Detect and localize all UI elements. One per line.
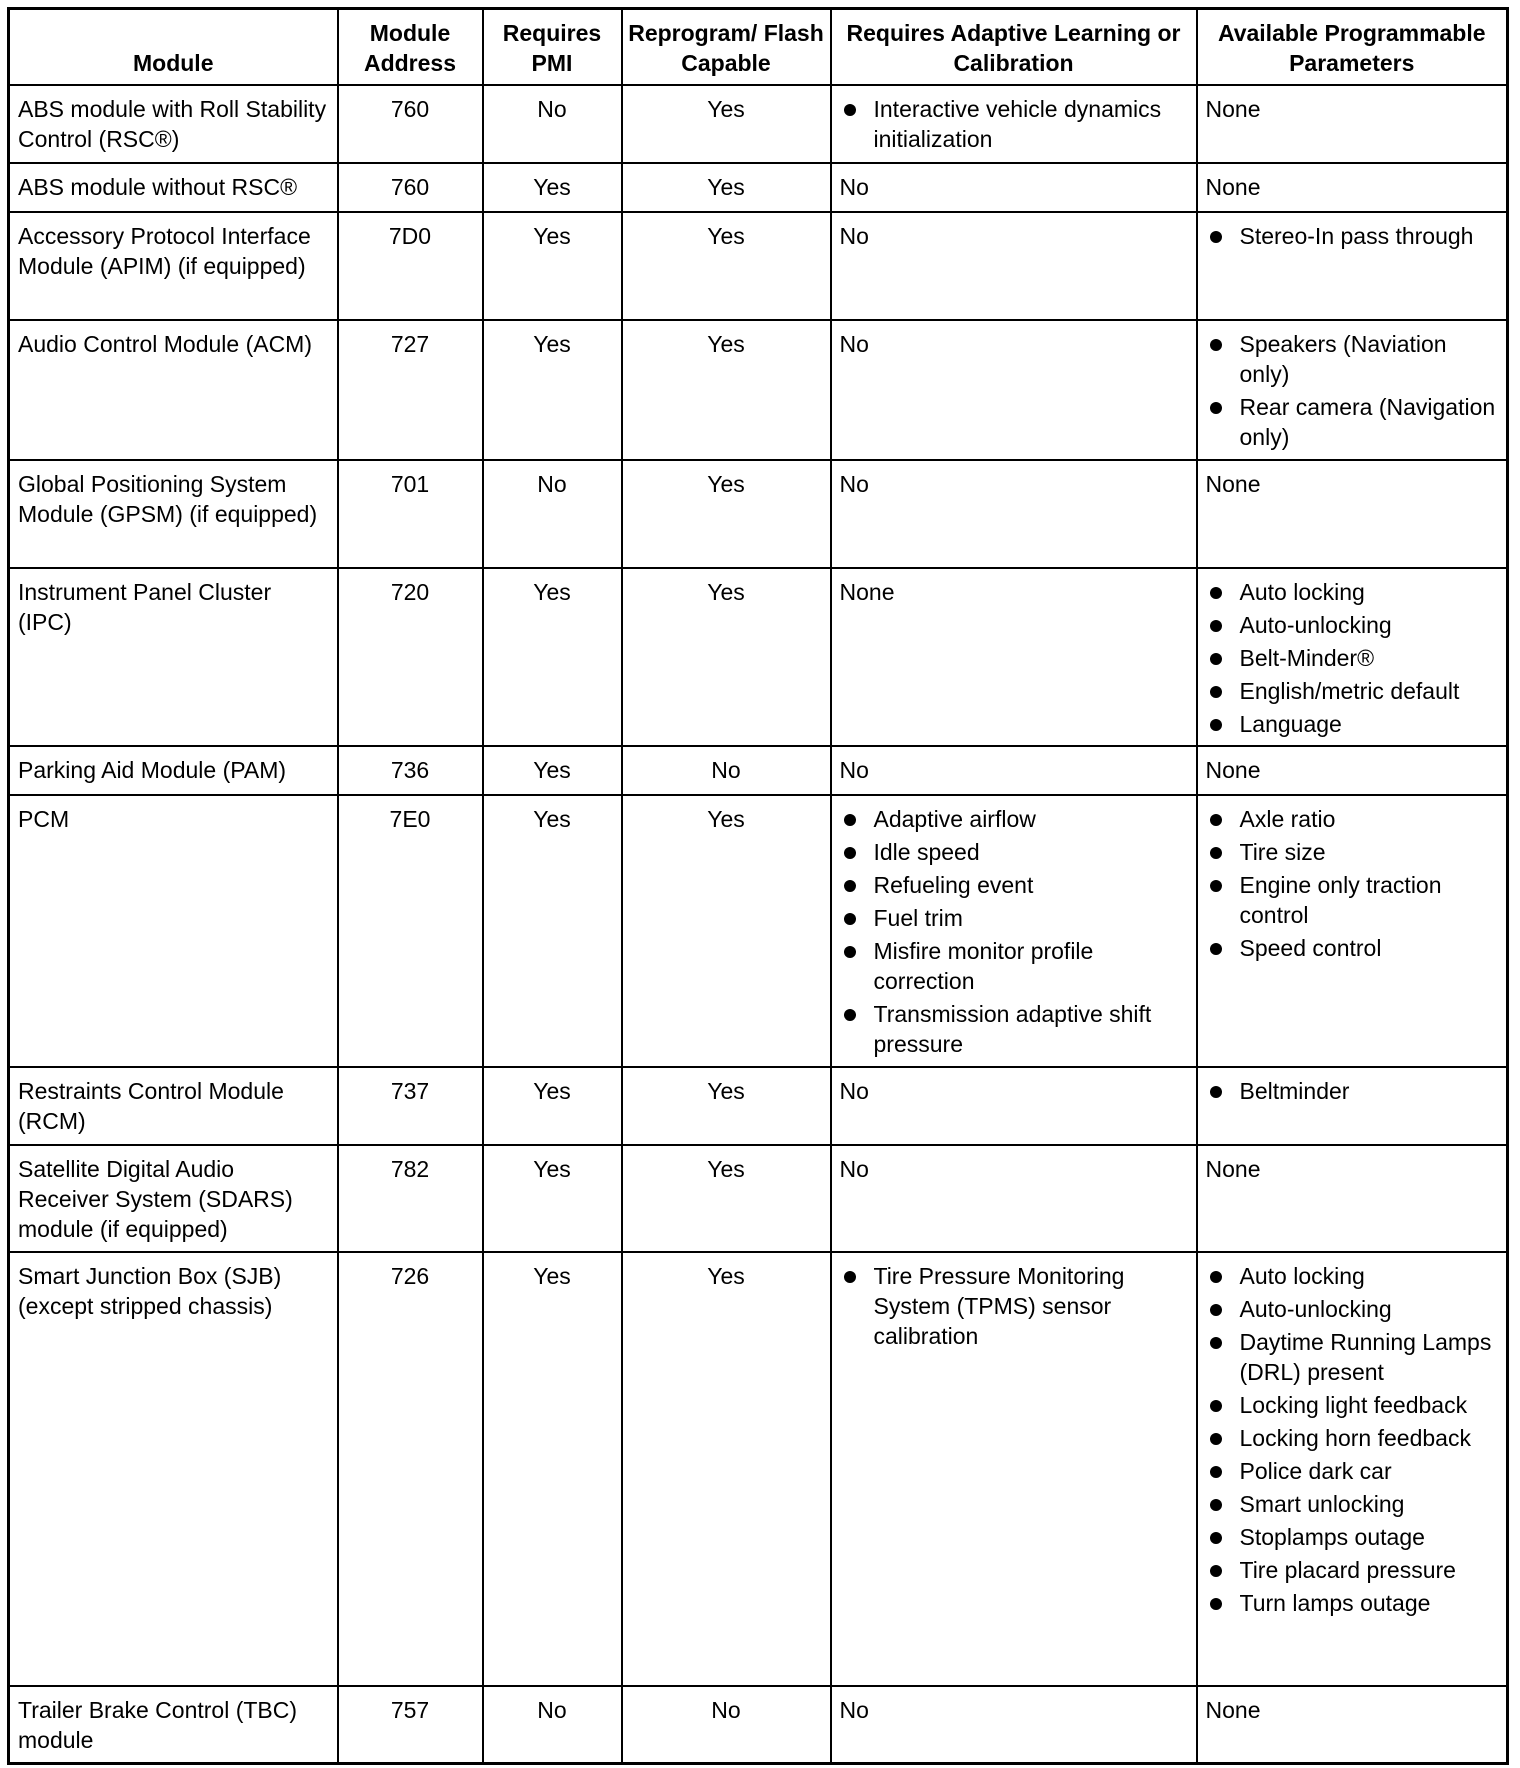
module-name: ABS module without RSC® [9,163,338,212]
table-row [9,1067,1508,1145]
programmable-parameters [1197,320,1508,460]
programmable-parameters-list [1206,1076,1499,1106]
header-address: Module Address [338,9,483,85]
programmable-parameters: None [1197,460,1508,568]
programmable-parameters-list [1206,1261,1499,1618]
adaptive-learning-list [840,1261,1188,1351]
bullet-item: Speakers (Naviation only) [1206,329,1499,389]
bullet-item: Auto locking [1206,1261,1499,1291]
bullet-item: Locking horn feedback [1206,1423,1499,1453]
adaptive-learning [831,1252,1197,1686]
module-address: 701 [338,460,483,568]
bullet-item: Language [1206,709,1499,739]
module-name: ABS module with Roll Stability Control (RSC®) [9,85,338,163]
requires-pmi: Yes [483,163,622,212]
requires-pmi: No [483,85,622,163]
programmable-parameters-list [1206,804,1499,963]
flash-capable: Yes [622,85,831,163]
programmable-parameters: None [1197,85,1508,163]
table-row [9,320,1508,460]
adaptive-learning: No [831,1145,1197,1252]
adaptive-learning-list [840,94,1188,154]
module-address: 760 [338,163,483,212]
bullet-item: Refueling event [840,870,1188,900]
flash-capable: Yes [622,460,831,568]
requires-pmi: Yes [483,1252,622,1686]
bullet-item: Tire size [1206,837,1499,867]
module-address: 737 [338,1067,483,1145]
bullet-item: Stoplamps outage [1206,1522,1499,1552]
flash-capable: Yes [622,1145,831,1252]
programmable-parameters-list [1206,329,1499,452]
requires-pmi: Yes [483,746,622,795]
adaptive-learning: No [831,746,1197,795]
bullet-item: Speed control [1206,933,1499,963]
requires-pmi: Yes [483,795,622,1067]
requires-pmi: Yes [483,568,622,746]
flash-capable: Yes [622,795,831,1067]
header-params: Available Programmable Parameters [1197,9,1508,85]
programmable-parameters-list [1206,221,1499,251]
table-row [9,746,1508,795]
bullet-item: Interactive vehicle dynamics initialization [840,94,1188,154]
flash-capable: No [622,746,831,795]
bullet-item: Locking light feedback [1206,1390,1499,1420]
module-name: Smart Junction Box (SJB) (except stripped chassis) [9,1252,338,1686]
table-row [9,460,1508,568]
bullet-item: Adaptive airflow [840,804,1188,834]
bullet-item: Belt-Minder® [1206,643,1499,673]
requires-pmi: Yes [483,320,622,460]
header-row [9,9,1508,85]
module-address: 757 [338,1686,483,1764]
bullet-item: Turn lamps outage [1206,1588,1499,1618]
bullet-item: English/metric default [1206,676,1499,706]
flash-capable: Yes [622,568,831,746]
flash-capable: Yes [622,1067,831,1145]
requires-pmi: Yes [483,212,622,320]
header-module: Module [9,9,338,85]
table-row [9,212,1508,320]
table-row [9,795,1508,1067]
bullet-item: Tire Pressure Monitoring System (TPMS) sensor calibration [840,1261,1188,1351]
programmable-parameters [1197,1067,1508,1145]
module-name: Accessory Protocol Interface Module (APIM) (if equipped) [9,212,338,320]
module-address: 760 [338,85,483,163]
adaptive-learning-list [840,804,1188,1059]
header-flash: Reprogram/ Flash Capable [622,9,831,85]
adaptive-learning: None [831,568,1197,746]
programmable-parameters: None [1197,746,1508,795]
module-address: 720 [338,568,483,746]
bullet-item: Idle speed [840,837,1188,867]
adaptive-learning: No [831,1686,1197,1764]
module-address: 726 [338,1252,483,1686]
programmable-parameters-list [1206,577,1499,739]
module-name: PCM [9,795,338,1067]
table-row [9,1252,1508,1686]
requires-pmi: No [483,1686,622,1764]
module-name: Parking Aid Module (PAM) [9,746,338,795]
table-row [9,85,1508,163]
table-row [9,1686,1508,1764]
flash-capable: No [622,1686,831,1764]
adaptive-learning [831,85,1197,163]
table-row [9,568,1508,746]
bullet-item: Auto-unlocking [1206,610,1499,640]
adaptive-learning: No [831,212,1197,320]
bullet-item: Beltminder [1206,1076,1499,1106]
module-name: Restraints Control Module (RCM) [9,1067,338,1145]
table-row [9,163,1508,212]
bullet-item: Engine only traction control [1206,870,1499,930]
module-name: Trailer Brake Control (TBC) module [9,1686,338,1764]
module-address: 7D0 [338,212,483,320]
module-name: Instrument Panel Cluster (IPC) [9,568,338,746]
header-adaptive: Requires Adaptive Learning or Calibration [831,9,1197,85]
flash-capable: Yes [622,320,831,460]
programmable-parameters [1197,568,1508,746]
bullet-item: Rear camera (Navigation only) [1206,392,1499,452]
adaptive-learning [831,795,1197,1067]
bullet-item: Tire placard pressure [1206,1555,1499,1585]
bullet-item: Misfire monitor profile correction [840,936,1188,996]
bullet-item: Stereo-In pass through [1206,221,1499,251]
module-address: 7E0 [338,795,483,1067]
module-name: Global Positioning System Module (GPSM) (if equipped) [9,460,338,568]
bullet-item: Axle ratio [1206,804,1499,834]
table-row [9,1145,1508,1252]
requires-pmi: No [483,460,622,568]
bullet-item: Fuel trim [840,903,1188,933]
bullet-item: Transmission adaptive shift pressure [840,999,1188,1059]
programmable-parameters [1197,1252,1508,1686]
module-address: 782 [338,1145,483,1252]
flash-capable: Yes [622,1252,831,1686]
bullet-item: Auto-unlocking [1206,1294,1499,1324]
module-name: Satellite Digital Audio Receiver System (SDARS) module (if equipped) [9,1145,338,1252]
flash-capable: Yes [622,163,831,212]
adaptive-learning: No [831,163,1197,212]
programmable-parameters [1197,212,1508,320]
header-pmi: Requires PMI [483,9,622,85]
module-address: 727 [338,320,483,460]
programmable-parameters: None [1197,163,1508,212]
adaptive-learning: No [831,320,1197,460]
requires-pmi: Yes [483,1067,622,1145]
bullet-item: Auto locking [1206,577,1499,607]
programmable-parameters: None [1197,1686,1508,1764]
bullet-item: Smart unlocking [1206,1489,1499,1519]
module-address: 736 [338,746,483,795]
bullet-item: Police dark car [1206,1456,1499,1486]
module-name: Audio Control Module (ACM) [9,320,338,460]
adaptive-learning: No [831,1067,1197,1145]
bullet-item: Daytime Running Lamps (DRL) present [1206,1327,1499,1387]
module-table [7,7,1509,1765]
programmable-parameters [1197,795,1508,1067]
requires-pmi: Yes [483,1145,622,1252]
flash-capable: Yes [622,212,831,320]
adaptive-learning: No [831,460,1197,568]
programmable-parameters: None [1197,1145,1508,1252]
